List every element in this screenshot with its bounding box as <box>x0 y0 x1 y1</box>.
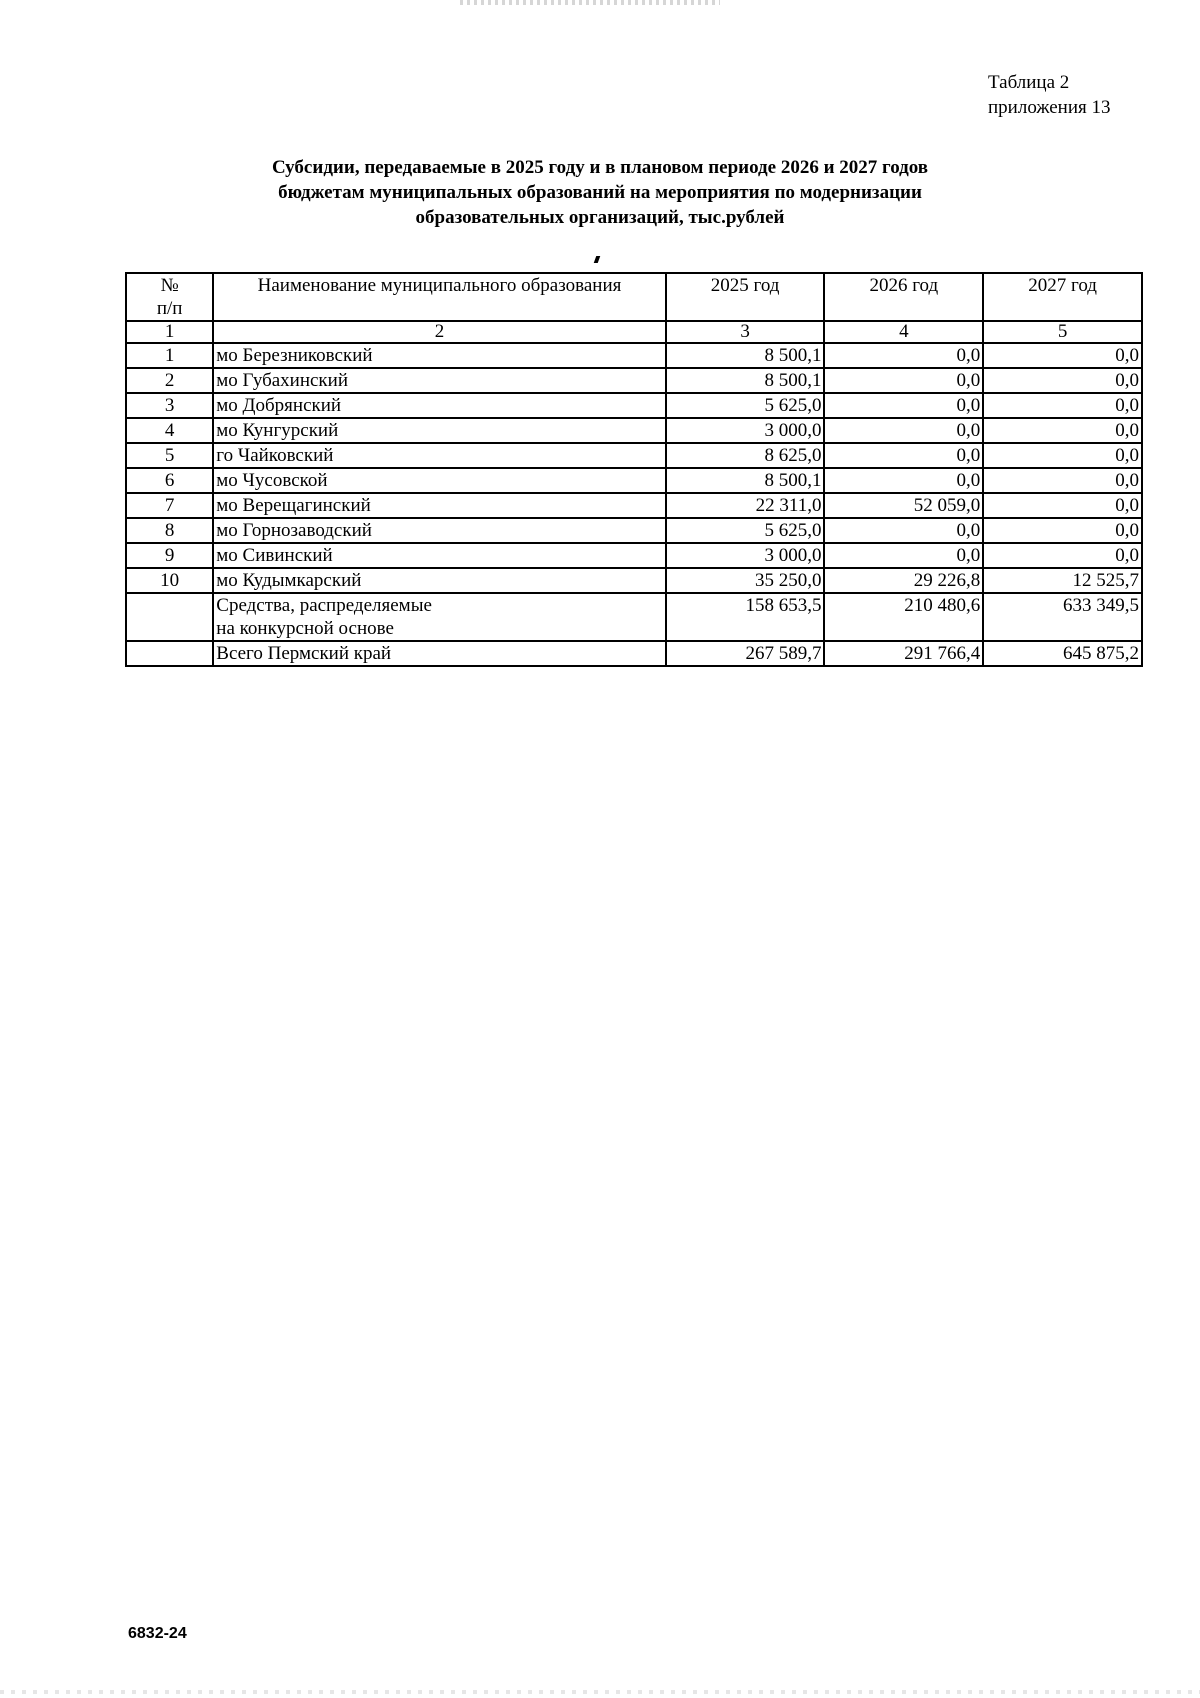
value-2025-cell: 35 250,0 <box>666 568 825 593</box>
row-number-cell: 4 <box>126 418 213 443</box>
value-2025-cell: 5 625,0 <box>666 518 825 543</box>
value-2025-cell: 3 000,0 <box>666 418 825 443</box>
scan-artifact-bottom <box>0 1690 1200 1694</box>
row-number-cell: 1 <box>126 343 213 368</box>
value-2026-cell: 29 226,8 <box>824 568 983 593</box>
header-cell-2026: 2026 год <box>824 273 983 321</box>
municipality-name-cell: мо Чусовской <box>213 468 665 493</box>
table-row <box>126 343 1142 368</box>
value-2026-cell: 0,0 <box>824 418 983 443</box>
document-title <box>140 155 1060 230</box>
empty-number-cell <box>126 593 213 641</box>
table-row <box>126 418 1142 443</box>
municipality-name-cell: мо Кунгурский <box>213 418 665 443</box>
row-number-cell: 6 <box>126 468 213 493</box>
value-2025-cell: 8 500,1 <box>666 343 825 368</box>
value-2026-cell: 0,0 <box>824 518 983 543</box>
scan-artifact-top <box>460 0 720 5</box>
value-2027-cell: 0,0 <box>983 543 1142 568</box>
column-numbers-row <box>126 321 1142 343</box>
table-header-row <box>126 273 1142 321</box>
municipality-name-cell: го Чайковский <box>213 443 665 468</box>
competitive-funds-row <box>126 593 1142 641</box>
value-2025-cell: 8 625,0 <box>666 443 825 468</box>
column-number-cell: 5 <box>983 321 1142 343</box>
value-2027-cell: 0,0 <box>983 393 1142 418</box>
header-cell-name: Наименование муниципального образования <box>213 273 665 321</box>
value-2027-cell: 0,0 <box>983 343 1142 368</box>
value-2026-cell: 291 766,4 <box>824 641 983 666</box>
value-2025-cell: 5 625,0 <box>666 393 825 418</box>
table-row <box>126 568 1142 593</box>
value-2027-cell: 0,0 <box>983 443 1142 468</box>
row-number-cell: 8 <box>126 518 213 543</box>
column-number-cell: 4 <box>824 321 983 343</box>
value-2026-cell: 0,0 <box>824 443 983 468</box>
table-reference-line1: Таблица 2 <box>988 72 1070 93</box>
municipality-name-cell: мо Горнозаводский <box>213 518 665 543</box>
value-2025-cell: 158 653,5 <box>666 593 825 641</box>
value-2026-cell: 0,0 <box>824 543 983 568</box>
value-2026-cell: 0,0 <box>824 468 983 493</box>
municipality-name-cell: мо Березниковский <box>213 343 665 368</box>
value-2025-cell: 3 000,0 <box>666 543 825 568</box>
header-number-line1: № <box>160 275 179 296</box>
header-cell-number <box>126 273 213 321</box>
column-number-cell: 1 <box>126 321 213 343</box>
title-line-1: Субсидии, передаваемые в 2025 году и в плановом периоде 2026 и 2027 годов <box>271 157 929 178</box>
table-row <box>126 393 1142 418</box>
table-row <box>126 543 1142 568</box>
total-name-cell: Всего Пермский край <box>213 641 665 666</box>
value-2027-cell: 0,0 <box>983 518 1142 543</box>
value-2027-cell: 0,0 <box>983 468 1142 493</box>
competitive-funds-name-line2: на конкурсной основе <box>216 618 394 639</box>
table-row <box>126 518 1142 543</box>
value-2026-cell: 0,0 <box>824 343 983 368</box>
value-2027-cell: 0,0 <box>983 418 1142 443</box>
municipality-name-cell: мо Сивинский <box>213 543 665 568</box>
value-2027-cell: 633 349,5 <box>983 593 1142 641</box>
header-cell-2025: 2025 год <box>666 273 825 321</box>
value-2027-cell: 645 875,2 <box>983 641 1142 666</box>
municipality-name-cell: мо Кудымкарский <box>213 568 665 593</box>
scan-speck <box>594 256 601 263</box>
municipality-name-cell: мо Верещагинский <box>213 493 665 518</box>
table-reference-line2: приложения 13 <box>988 97 1111 118</box>
header-number-line2: п/п <box>156 298 183 319</box>
title-line-3: образовательных организаций, тыс.рублей <box>415 207 785 228</box>
table-row <box>126 443 1142 468</box>
table-reference <box>988 70 1110 120</box>
value-2027-cell: 12 525,7 <box>983 568 1142 593</box>
value-2026-cell: 52 059,0 <box>824 493 983 518</box>
row-number-cell: 10 <box>126 568 213 593</box>
value-2025-cell: 8 500,1 <box>666 468 825 493</box>
municipality-name-cell: мо Губахинский <box>213 368 665 393</box>
row-number-cell: 9 <box>126 543 213 568</box>
header-cell-2027: 2027 год <box>983 273 1142 321</box>
row-number-cell: 7 <box>126 493 213 518</box>
table-row <box>126 493 1142 518</box>
value-2025-cell: 267 589,7 <box>666 641 825 666</box>
column-number-cell: 3 <box>666 321 825 343</box>
municipality-name-cell: мо Добрянский <box>213 393 665 418</box>
competitive-funds-name-cell <box>213 593 665 641</box>
value-2027-cell: 0,0 <box>983 493 1142 518</box>
subsidies-table <box>125 272 1143 667</box>
total-row <box>126 641 1142 666</box>
value-2026-cell: 0,0 <box>824 393 983 418</box>
document-code: 6832-24 <box>128 1625 187 1642</box>
value-2026-cell: 210 480,6 <box>824 593 983 641</box>
table-row <box>126 468 1142 493</box>
value-2027-cell: 0,0 <box>983 368 1142 393</box>
title-line-2: бюджетам муниципальных образований на мероприятия по модернизации <box>278 182 922 203</box>
value-2026-cell: 0,0 <box>824 368 983 393</box>
table-row <box>126 368 1142 393</box>
row-number-cell: 3 <box>126 393 213 418</box>
value-2025-cell: 22 311,0 <box>666 493 825 518</box>
value-2025-cell: 8 500,1 <box>666 368 825 393</box>
row-number-cell: 2 <box>126 368 213 393</box>
row-number-cell: 5 <box>126 443 213 468</box>
empty-number-cell <box>126 641 213 666</box>
column-number-cell: 2 <box>213 321 665 343</box>
competitive-funds-name-line1: Средства, распределяемые <box>216 595 432 616</box>
